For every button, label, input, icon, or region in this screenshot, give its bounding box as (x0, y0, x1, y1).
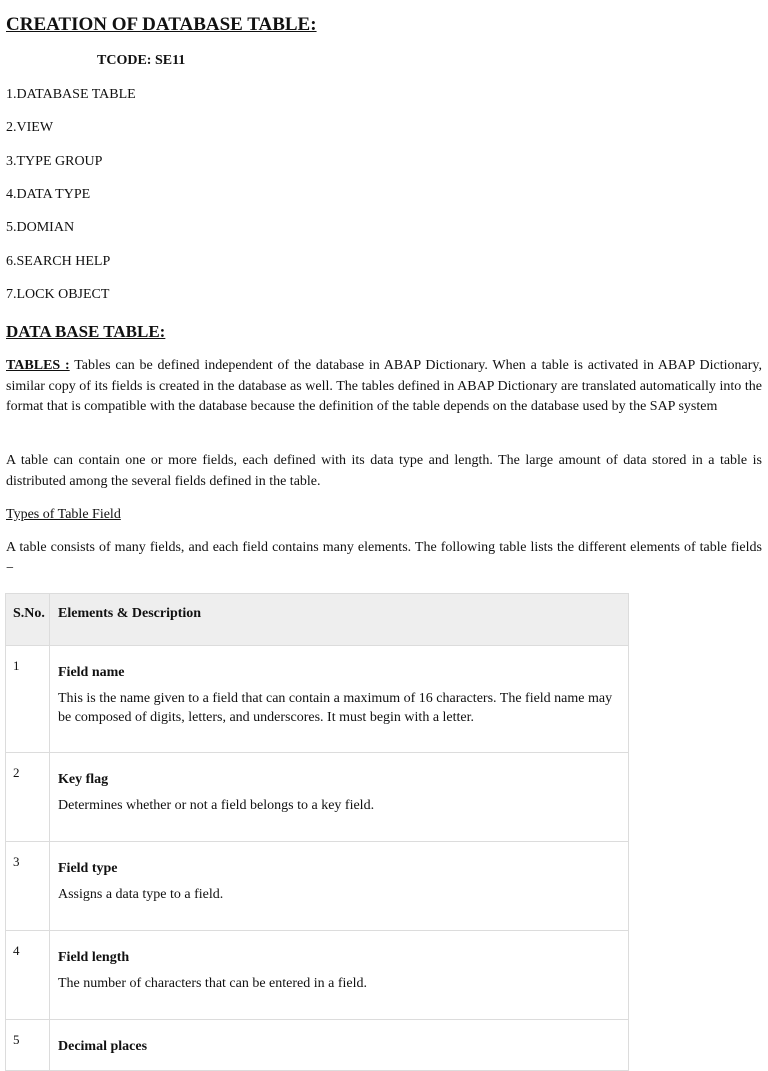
element-description: Determines whether or not a field belongs to a key field. (58, 798, 375, 813)
row-number: 2 (6, 753, 50, 842)
element-description: Assigns a data type to a field. (58, 887, 224, 902)
list-item: 6.SEARCH HELP (6, 254, 111, 269)
element-cell (50, 646, 629, 753)
element-cell (50, 753, 629, 842)
column-header: S.No. (6, 594, 50, 646)
element-cell (50, 931, 629, 1020)
row-number: 5 (6, 1020, 50, 1071)
row-number: 4 (6, 931, 50, 1020)
tables-lead: TABLES : (6, 358, 70, 373)
element-cell (50, 842, 629, 931)
element-name: Key flag (58, 772, 109, 787)
table-header-row (6, 594, 629, 646)
element-name: Field name (58, 665, 125, 680)
table-row (6, 1020, 629, 1071)
list-item: 7.LOCK OBJECT (6, 287, 110, 302)
tables-paragraph (6, 356, 762, 418)
element-description: The number of characters that can be entered in a field. (58, 976, 368, 991)
section-title: DATA BASE TABLE: (6, 322, 166, 341)
element-description: This is the name given to a field that can contain a maximum of 16 characters. The field name may be composed of digits, letters, and underscores. It must begin with a letter. (58, 691, 613, 725)
fields-paragraph: A table can contain one or more fields, each defined with its data type and length. The large amount of data stored in a table is distributed among the several fields defined in the table. (6, 453, 762, 489)
list-item: 3.TYPE GROUP (6, 154, 103, 169)
tcode-label: TCODE: SE11 (97, 53, 186, 68)
table-row (6, 931, 629, 1020)
element-name: Field length (58, 950, 130, 965)
table-row (6, 842, 629, 931)
element-name: Field type (58, 861, 118, 876)
list-item: 5.DOMIAN (6, 220, 75, 235)
tables-text: Tables can be defined independent of the database in ABAP Dictionary. When a table is activated in ABAP Dictionary, similar copy of its fields is created in the database as well. The tables defined in ABAP Dictionary are translated automatically into the format that is compatible with the database because the definition of the table depends on the database used by the SAP system (6, 358, 762, 414)
column-header: Elements & Description (50, 594, 629, 646)
page-title: CREATION OF DATABASE TABLE: (6, 14, 317, 35)
list-item: 4.DATA TYPE (6, 187, 91, 202)
list-item: 1.DATABASE TABLE (6, 87, 136, 102)
element-cell (50, 1020, 629, 1071)
elements-table (5, 593, 629, 1071)
table-row (6, 646, 629, 753)
row-number: 3 (6, 842, 50, 931)
row-number: 1 (6, 646, 50, 753)
list-item: 2.VIEW (6, 120, 54, 135)
table-row (6, 753, 629, 842)
elements-paragraph: A table consists of many fields, and each field contains many elements. The following table lists the different elements of table fields − (6, 540, 762, 576)
types-heading: Types of Table Field (6, 507, 121, 522)
element-name: Decimal places (58, 1039, 148, 1054)
